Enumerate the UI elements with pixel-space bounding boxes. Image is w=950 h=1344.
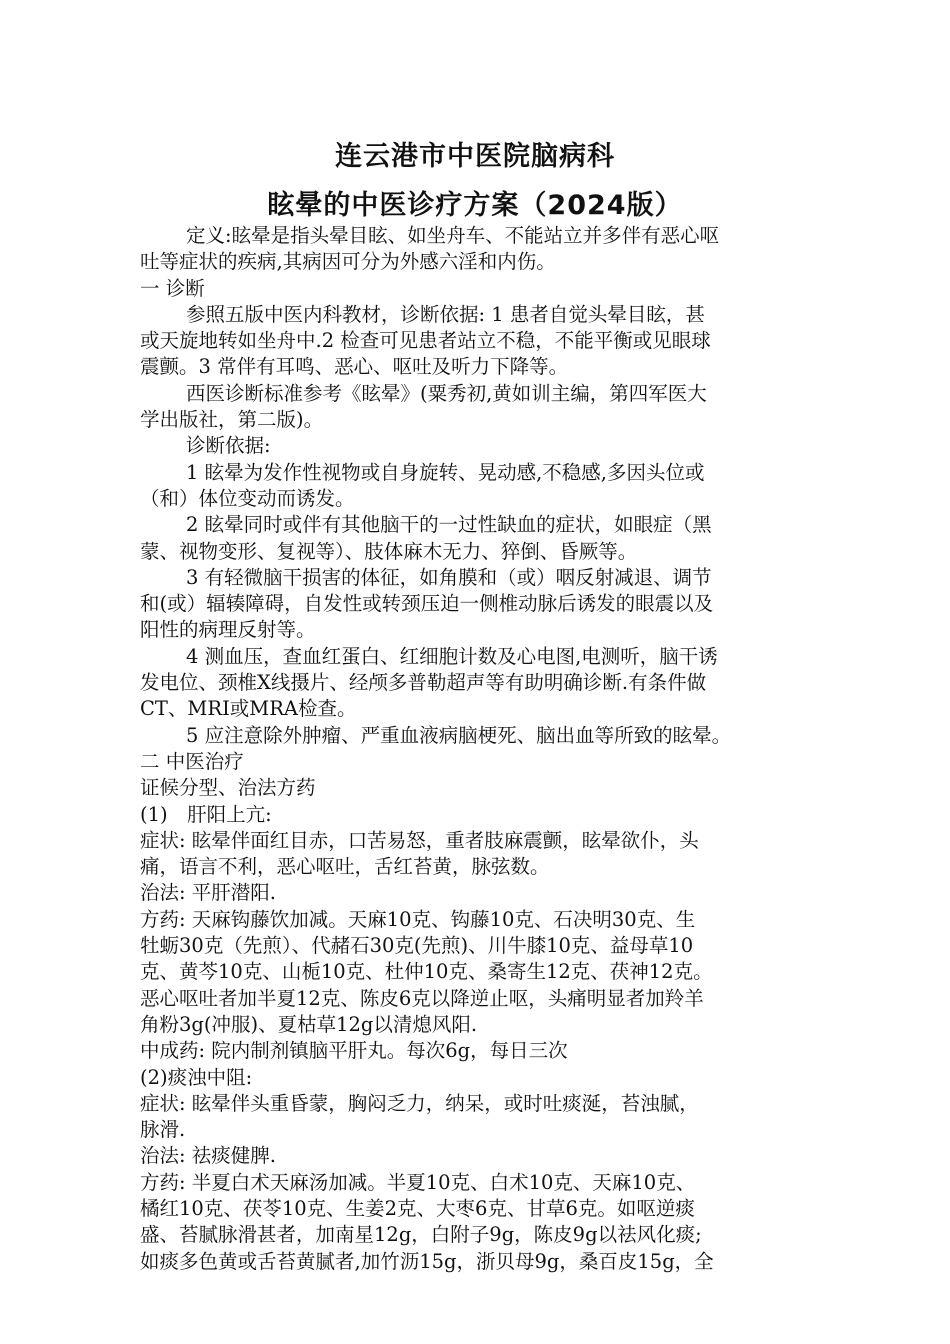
body-line: 阳性的病理反射等。 bbox=[140, 618, 316, 642]
body-line: 方药: 半夏白术天麻汤加减。半夏10克、白术10克、天麻10克、 bbox=[140, 1170, 696, 1194]
body-line: 2 眩晕同时或伴有其他脑干的一过性缺血的症状，如眼症（黑 bbox=[186, 513, 712, 537]
document-title-protocol: 眩晕的中医诊疗方案（2024版） bbox=[267, 190, 683, 221]
body-line: 3 有轻微脑干损害的体征，如角膜和（或）咽反射减退、调节 bbox=[186, 565, 712, 589]
body-line: 和(或）辐辏障碍，自发性或转颈压迫一侧椎动脉后诱发的眼震以及 bbox=[140, 592, 714, 616]
body-line: 1 眩晕为发作性视物或自身旋转、晃动感,不稳感,多因头位或 bbox=[186, 460, 705, 484]
syndrome-heading: (2)痰浊中阻: bbox=[140, 1065, 253, 1089]
body-line: 诊断依据: bbox=[186, 434, 271, 458]
document-body bbox=[140, 223, 820, 1275]
body-line: 5 应注意除外肿瘤、严重血液病脑梗死、脑出血等所致的眩晕。 bbox=[186, 723, 732, 747]
body-line: 橘红10克、茯苓10克、生姜2克、大枣6克、甘草6克。如呕逆痰 bbox=[140, 1196, 695, 1220]
body-line: 发电位、颈椎X线摄片、经颅多普勒超声等有助明确诊断.有条件做 bbox=[140, 671, 707, 695]
body-line: 恶心呕吐者加半夏12克、陈皮6克以降逆止呕，头痛明显者加羚羊 bbox=[140, 986, 704, 1010]
body-line: 如痰多色黄或舌苔黄腻者,加竹沥15g，浙贝母9g，桑百皮15g，全 bbox=[140, 1249, 714, 1273]
body-line: 西医诊断标准参考《眩晕》(粟秀初,黄如训主编，第四军医大 bbox=[186, 381, 707, 405]
subsection-heading: 证候分型、治法方药 bbox=[140, 776, 316, 800]
body-line: 痛，语言不利，恶心呕吐，舌红苔黄，脉弦数。 bbox=[140, 855, 550, 879]
body-line: CT、MRI或MRA检查。 bbox=[140, 697, 357, 721]
document-title-hospital: 连云港市中医院脑病科 bbox=[335, 141, 615, 172]
body-line: 蒙、视物变形、复视等）、肢体麻木无力、猝倒、昏厥等。 bbox=[140, 539, 638, 563]
body-line: 震颤。3 常伴有耳鸣、恶心、呕吐及听力下降等。 bbox=[140, 355, 569, 379]
body-line: 中成药: 院内制剂镇脑平肝丸。每次6g，每日三次 bbox=[140, 1039, 568, 1063]
body-line: 学出版社，第二版)。 bbox=[140, 408, 324, 432]
body-line: 定义:眩晕是指头晕目眩、如坐舟车、不能站立并多伴有恶心呕 bbox=[186, 224, 720, 247]
body-line: 方药: 天麻钩藤饮加减。天麻10克、钩藤10克、石决明30克、生 bbox=[140, 907, 696, 931]
body-line: 角粉3g(冲服)、夏枯草12g以清熄风阳. bbox=[140, 1012, 478, 1036]
body-line: 治法: 平肝潜阳. bbox=[140, 881, 276, 905]
body-line: 治法: 祛痰健脾. bbox=[140, 1144, 276, 1168]
body-line: 或天旋地转如坐舟中.2 检查可见患者站立不稳，不能平衡或见眼球 bbox=[140, 329, 711, 353]
syndrome-heading: (1) 肝阳上亢: bbox=[140, 802, 272, 826]
body-line: 吐等症状的疾病,其病因可分为外感六淫和内伤。 bbox=[140, 250, 556, 274]
body-line: 盛、苔腻脉滑甚者，加南星12g，白附子9g，陈皮9g以祛风化痰; bbox=[140, 1223, 702, 1247]
body-line: 牡蛎30克（先煎）、代赭石30克(先煎)、川牛膝10克、益母草10 bbox=[140, 934, 694, 958]
body-line: 克、黄芩10克、山栀10克、杜仲10克、桑寄生12克、茯神12克。 bbox=[140, 960, 713, 984]
section-heading-tcm-treatment: 二 中医治疗 bbox=[140, 749, 244, 773]
body-line: 症状: 眩晕伴面红目赤，口苦易怒，重者肢麻震颤，眩晕欲仆，头 bbox=[140, 828, 699, 852]
body-line: （和）体位变动而诱发。 bbox=[140, 486, 355, 510]
section-heading-diagnosis: 一 诊断 bbox=[140, 276, 205, 300]
body-line: 脉滑. bbox=[140, 1118, 186, 1142]
body-line: 症状: 眩晕伴头重昏蒙，胸闷乏力，纳呆，或时吐痰涎，苔浊腻， bbox=[140, 1091, 699, 1115]
body-line: 4 测血压，查血红蛋白、红细胞计数及心电图,电测听，脑干诱 bbox=[186, 644, 718, 668]
body-line: 参照五版中医内科教材，诊断依据: 1 患者自觉头晕目眩，甚 bbox=[186, 302, 705, 326]
